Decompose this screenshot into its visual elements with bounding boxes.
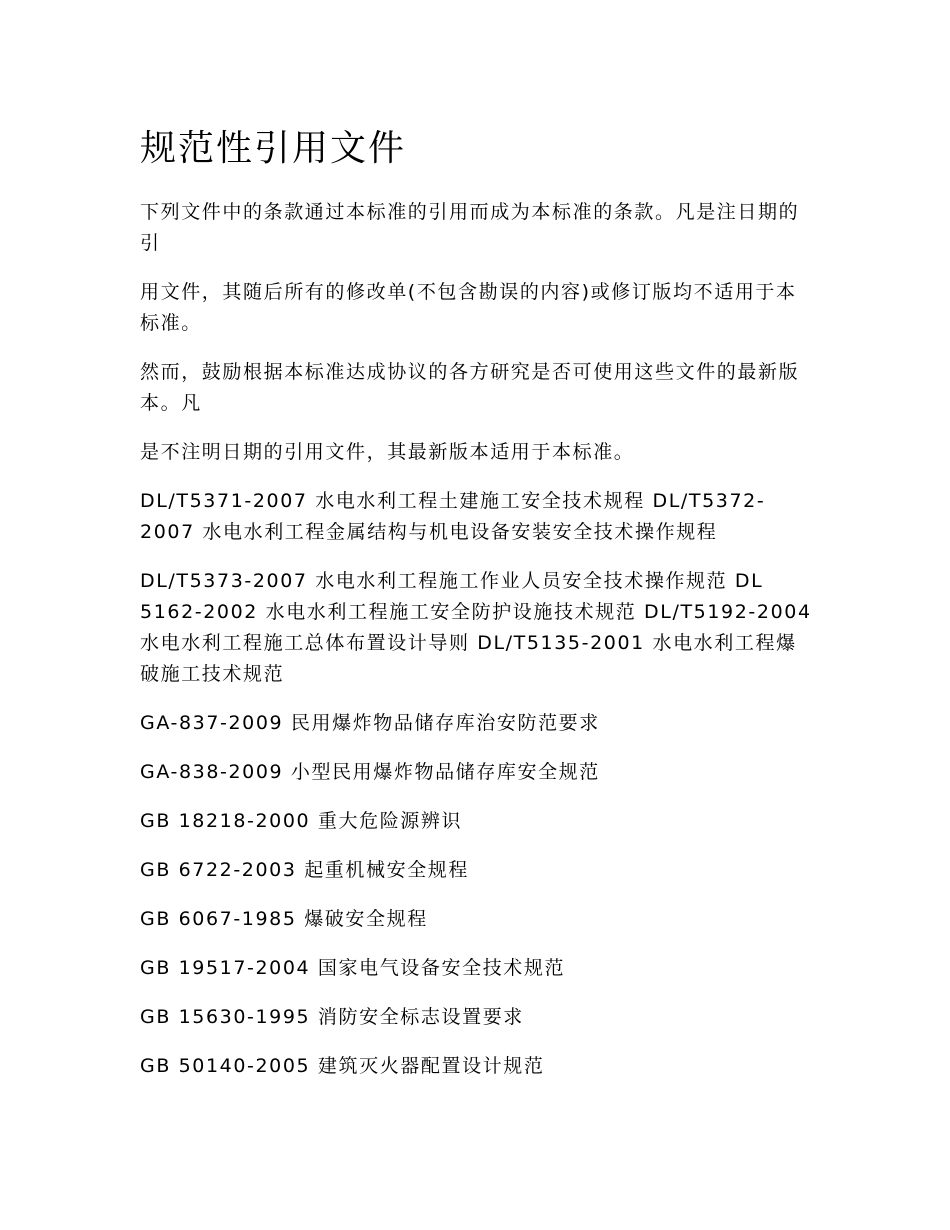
- reference-item-1: DL/T5371-2007 水电水利工程土建施工安全技术规程 DL/T5372-2007 水电水利工程金属结构与机电设备安装安全技术操作规程: [140, 490, 766, 543]
- intro-paragraph-2: 用文件，其随后所有的修改单(不包含勘误的内容)或修订版均不适用于本标准。: [140, 281, 797, 334]
- reference-item-3: GA-837-2009 民用爆炸物品储存库治安防范要求: [140, 712, 600, 734]
- reference-item-10: GB 50140-2005 建筑灭火器配置设计规范: [140, 1055, 545, 1077]
- intro-paragraph-3: 然而，鼓励根据本标准达成协议的各方研究是否可使用这些文件的最新版本。凡: [140, 361, 800, 414]
- reference-item-7: GB 6067-1985 爆破安全规程: [140, 908, 428, 930]
- reference-item-6: GB 6722-2003 起重机械安全规程: [140, 859, 470, 881]
- reference-item-9: GB 15630-1995 消防安全标志设置要求: [140, 1006, 524, 1028]
- intro-paragraph-1: 下列文件中的条款通过本标准的引用而成为本标准的条款。凡是注日期的引: [140, 201, 800, 254]
- reference-item-8: GB 19517-2004 国家电气设备安全技术规范: [140, 957, 566, 979]
- document-page: [140, 125, 815, 1100]
- intro-paragraph-4: 是不注明日期的引用文件，其最新版本适用于本标准。: [140, 441, 635, 463]
- reference-item-5: GB 18218-2000 重大危险源辨识: [140, 810, 463, 832]
- page-title: 规范性引用文件: [140, 128, 407, 169]
- reference-item-2: DL/T5373-2007 水电水利工程施工作业人员安全技术操作规范 DL 5162-2002 水电水利工程施工安全防护设施技术规范 DL/T5192-2004 水电水利工程施工总体布置设计导则 DL/T5135-2001 水电水利工程爆破施工技术规范: [140, 570, 812, 685]
- reference-item-4: GA-838-2009 小型民用爆炸物品储存库安全规范: [140, 761, 600, 783]
